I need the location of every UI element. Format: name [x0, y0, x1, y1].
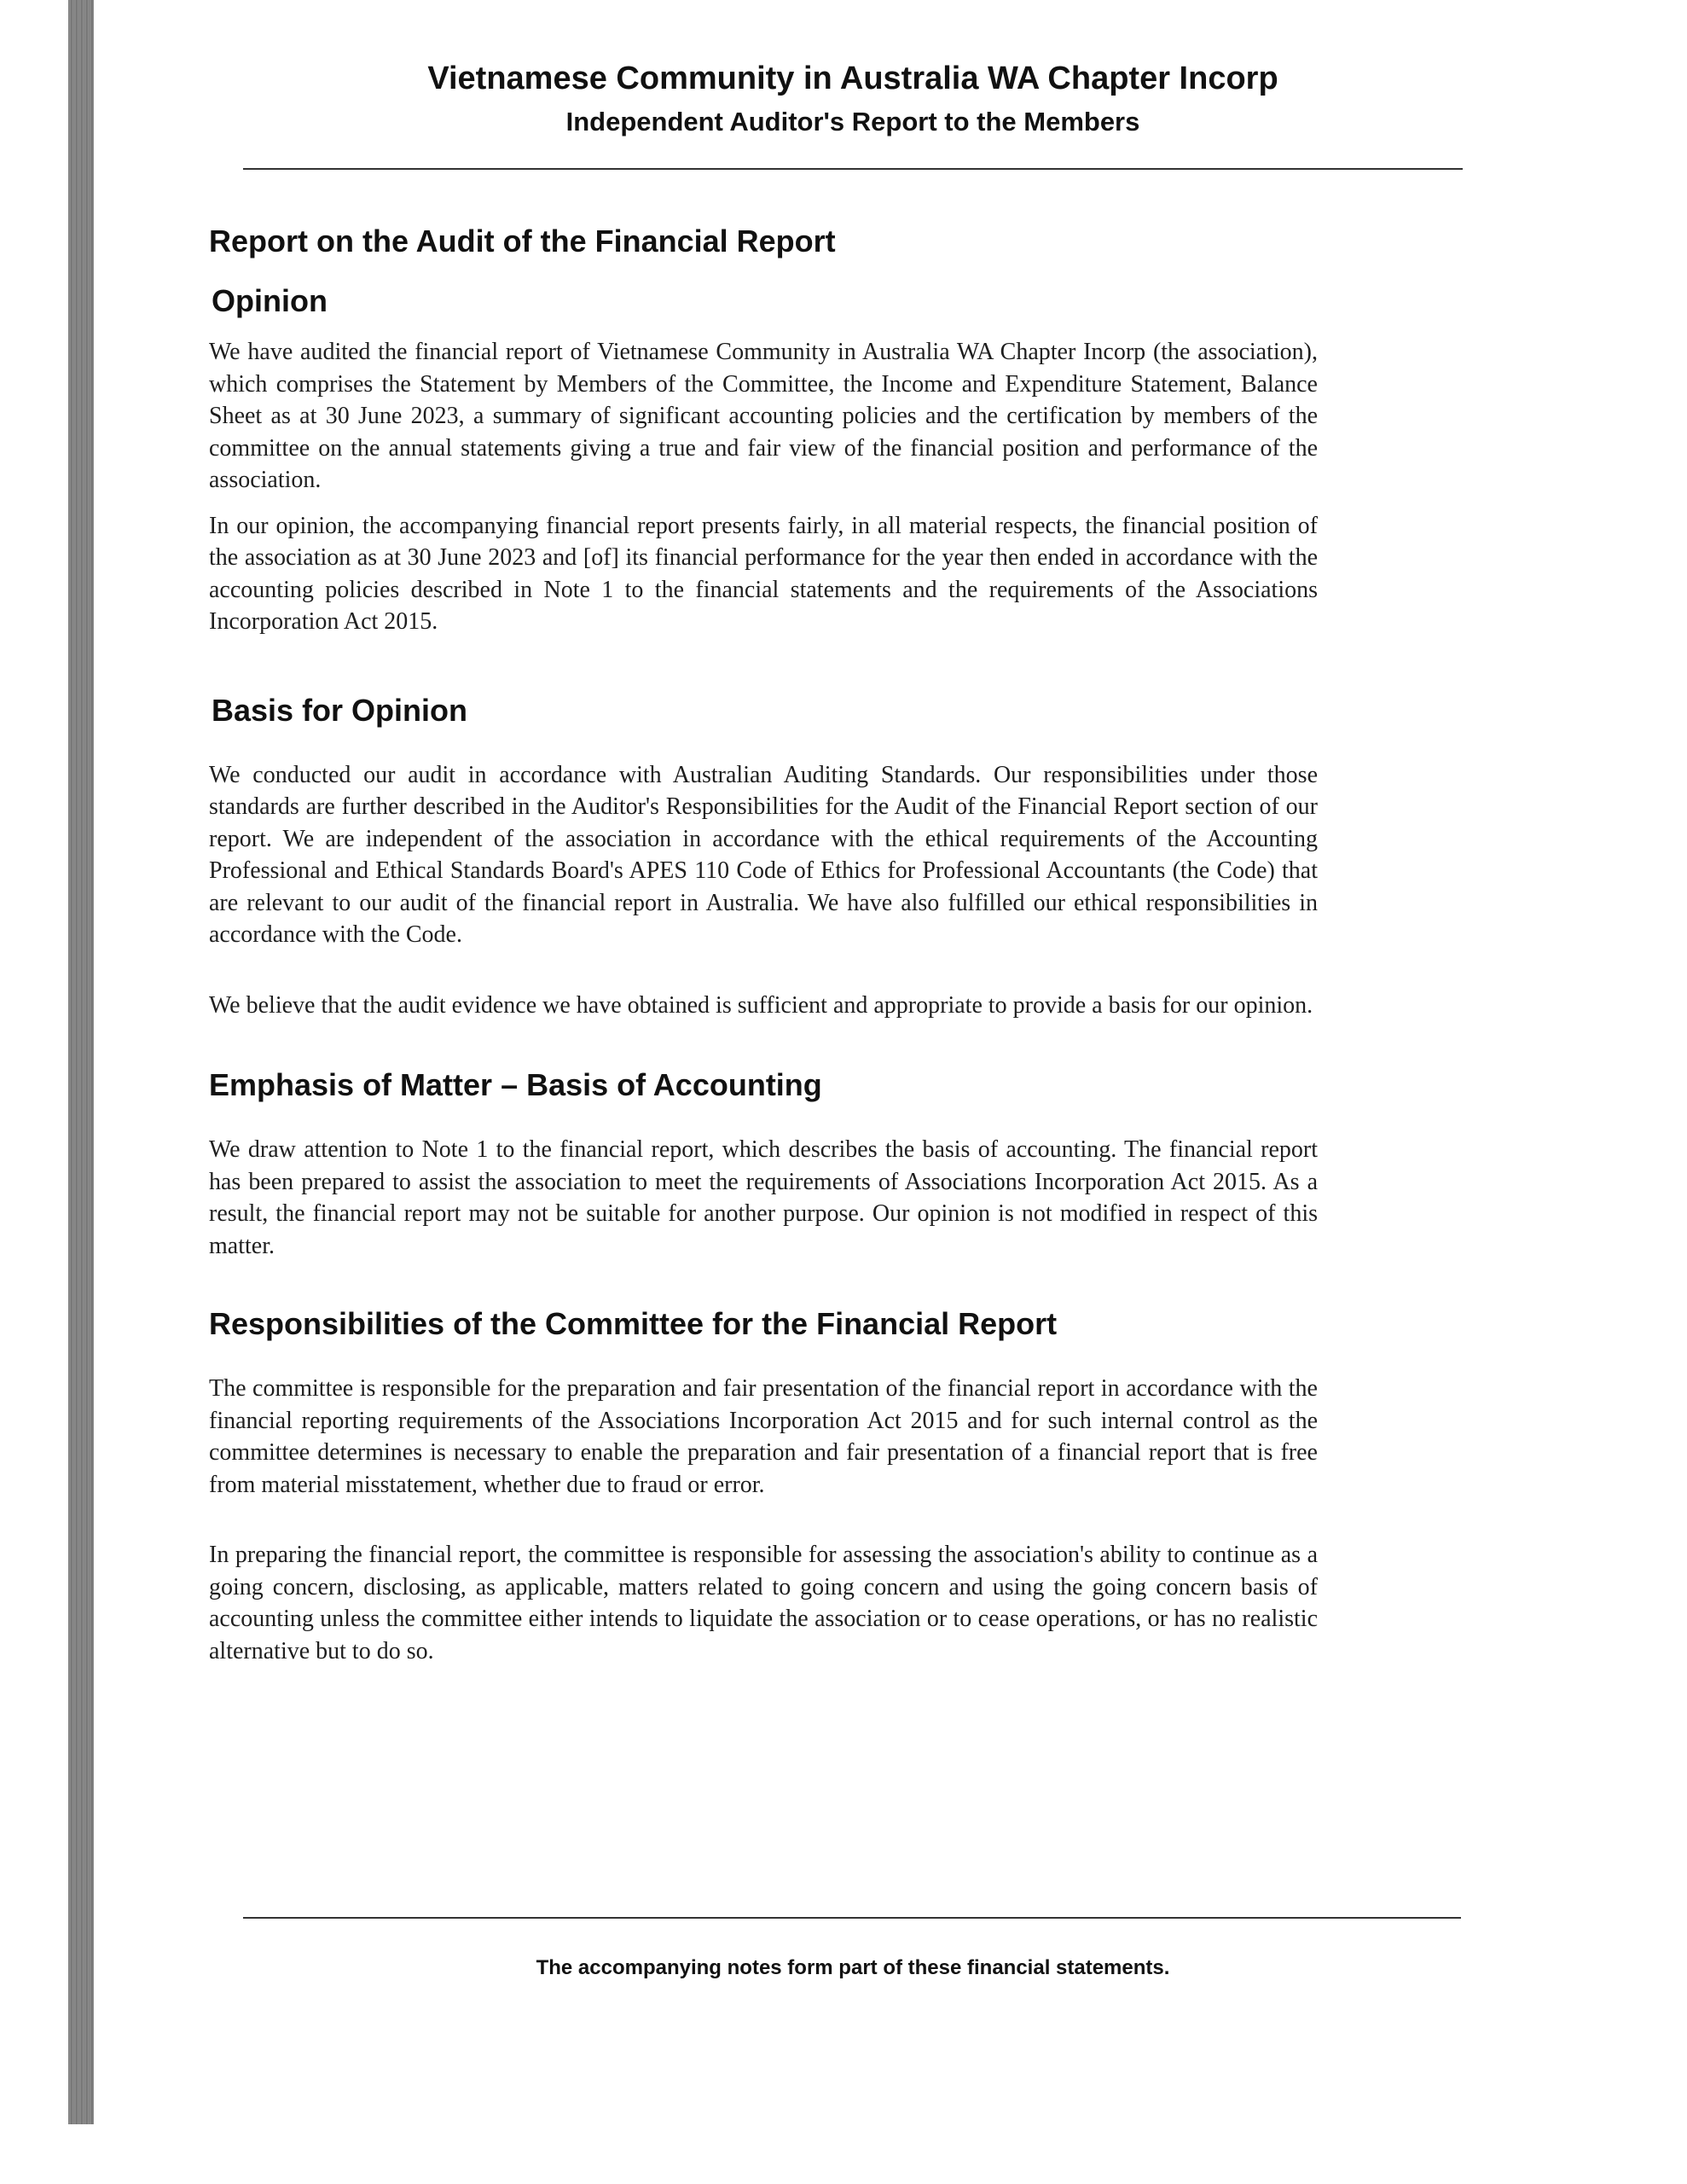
section-heading-emphasis-of-matter: Emphasis of Matter – Basis of Accounting	[209, 1067, 822, 1102]
section-heading-opinion: Opinion	[212, 283, 328, 318]
footer-divider	[243, 1917, 1461, 1919]
report-name: Independent Auditor's Report to the Members	[565, 107, 1140, 136]
committee-paragraph-1: The committee is responsible for the preparation and fair presentation of the financial report in accordance with the financial reporting requirements of the Associations Incorporation Act 2015 and for such internal control as the committee determines is necessary to enable the preparation and fair presentation of a financial report that is free from material misstatement, whether due to fraud or error.	[209, 1375, 1318, 1498]
basis-paragraph-1: We conducted our audit in accordance with Australian Auditing Standards. Our responsibilities under those standards are further described in the Auditor's Responsibilities for the Audit of the Financial Report section of our report. We are independent of the association in accordance with the ethical requirements of the Accounting Professional and Ethical Standards Board's APES 110 Code of Ethics for Professional Accountants (the Code) that are relevant to our audit of the financial report in Australia. We have also fulfilled our ethical responsibilities in accordance with the Code.	[209, 761, 1318, 948]
scan-edge-shadow	[68, 0, 94, 2124]
opinion-paragraph-1: We have audited the financial report of Vietnamese Community in Australia WA Chapter Incorp (the association), which comprises the Statement by Members of the Committee, the Income and Expenditure Statement, Balance Sheet as at 30 June 2023, a summary of significant accounting policies and the certification by members of the committee on the annual statements giving a true and fair view of the financial position and performance of the association.	[209, 339, 1318, 493]
emphasis-paragraph-1: We draw attention to Note 1 to the financial report, which describes the basis of accounting. The financial report has been prepared to assist the association to meet the requirements of Associations Incorporation Act 2015. As a result, the financial report may not be suitable for another purpose. Our opinion is not modified in respect of this matter.	[209, 1136, 1318, 1259]
basis-paragraph-2: We believe that the audit evidence we have obtained is sufficient and appropriate to provide a basis for our opinion.	[209, 991, 1313, 1019]
section-heading-committee-responsibilities: Responsibilities of the Committee for the Financial Report	[209, 1306, 1058, 1341]
page-header	[243, 56, 1463, 140]
report-body	[209, 218, 1318, 1667]
footer-note: The accompanying notes form part of these financial statements.	[536, 1956, 1170, 1979]
report-title: Report on the Audit of the Financial Report	[209, 224, 836, 258]
section-heading-basis-for-opinion: Basis for Opinion	[212, 692, 468, 728]
header-divider	[243, 168, 1463, 170]
organization-name: Vietnamese Community in Australia WA Chapter Incorp	[427, 61, 1278, 96]
opinion-paragraph-2: In our opinion, the accompanying financial report presents fairly, in all material respects, the financial position of the association as at 30 June 2023 and [of] its financial performance for the year then ended in accordance with the accounting policies described in Note 1 to the financial statements and the requirements of the Associations Incorporation Act 2015.	[209, 512, 1318, 635]
committee-paragraph-2: In preparing the financial report, the committee is responsible for assessing the association's ability to continue as a going concern, disclosing, as applicable, matters related to going concern and using the going concern basis of accounting unless the committee either intends to liquidate the association or to cease operations, or has no realistic alternative but to do so.	[209, 1542, 1318, 1664]
